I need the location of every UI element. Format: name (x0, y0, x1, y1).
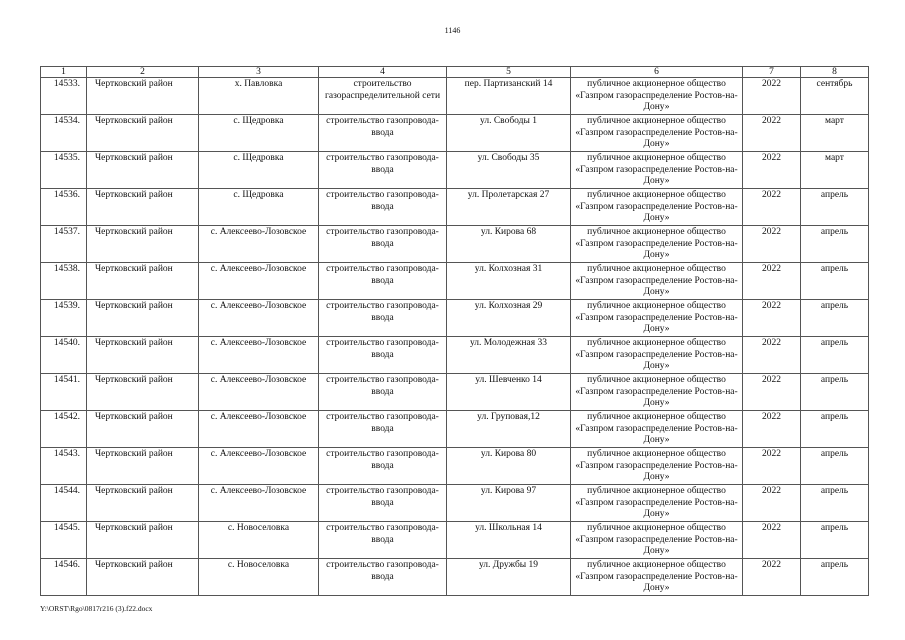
footer-file-path: Y:\ORST\Rgo\0817r216 (3).f22.docx (40, 604, 153, 613)
organization-cell: публичное акционерное общество «Газпром газораспределение Ростов-на-Дону» (571, 189, 743, 226)
address-cell: ул. Пролетарская 27 (447, 189, 571, 226)
month-cell: март (801, 152, 869, 189)
column-header: 2 (87, 67, 199, 78)
organization-cell: публичное акционерное общество «Газпром газораспределение Ростов-на-Дону» (571, 152, 743, 189)
work-type-cell: строительство газопровода-ввода (319, 115, 447, 152)
row-number: 14538. (41, 263, 87, 300)
work-type-cell: строительство газопровода-ввода (319, 559, 447, 596)
year-cell: 2022 (743, 152, 801, 189)
settlement-cell: с. Алексеево-Лозовское (199, 448, 319, 485)
district-cell: Чертковский район (87, 226, 199, 263)
work-type-cell: строительство газопровода-ввода (319, 152, 447, 189)
district-cell: Чертковский район (87, 152, 199, 189)
table-row (41, 559, 869, 596)
row-number: 14543. (41, 448, 87, 485)
organization-cell: публичное акционерное общество «Газпром газораспределение Ростов-на-Дону» (571, 411, 743, 448)
organization-cell: публичное акционерное общество «Газпром газораспределение Ростов-на-Дону» (571, 300, 743, 337)
organization-cell: публичное акционерное общество «Газпром газораспределение Ростов-на-Дону» (571, 78, 743, 115)
address-cell: ул. Кирова 97 (447, 485, 571, 522)
year-cell: 2022 (743, 559, 801, 596)
settlement-cell: с. Алексеево-Лозовское (199, 263, 319, 300)
organization-cell: публичное акционерное общество «Газпром газораспределение Ростов-на-Дону» (571, 485, 743, 522)
address-cell: ул. Дружбы 19 (447, 559, 571, 596)
settlement-cell: с. Алексеево-Лозовское (199, 300, 319, 337)
settlement-cell: с. Новоселовка (199, 559, 319, 596)
month-cell: апрель (801, 300, 869, 337)
settlement-cell: с. Алексеево-Лозовское (199, 226, 319, 263)
table-row (41, 78, 869, 115)
table-row (41, 337, 869, 374)
table-row (41, 485, 869, 522)
table-row (41, 189, 869, 226)
district-cell: Чертковский район (87, 115, 199, 152)
month-cell: апрель (801, 448, 869, 485)
district-cell: Чертковский район (87, 411, 199, 448)
row-number: 14536. (41, 189, 87, 226)
column-header: 5 (447, 67, 571, 78)
year-cell: 2022 (743, 485, 801, 522)
row-number: 14539. (41, 300, 87, 337)
year-cell: 2022 (743, 522, 801, 559)
row-number: 14541. (41, 374, 87, 411)
table-row (41, 263, 869, 300)
organization-cell: публичное акционерное общество «Газпром газораспределение Ростов-на-Дону» (571, 559, 743, 596)
district-cell: Чертковский район (87, 559, 199, 596)
district-cell: Чертковский район (87, 78, 199, 115)
address-cell: пер. Партизанский 14 (447, 78, 571, 115)
month-cell: апрель (801, 485, 869, 522)
column-header: 3 (199, 67, 319, 78)
month-cell: апрель (801, 411, 869, 448)
year-cell: 2022 (743, 374, 801, 411)
table-row (41, 374, 869, 411)
month-cell: апрель (801, 226, 869, 263)
settlement-cell: с. Щедровка (199, 152, 319, 189)
month-cell: сентябрь (801, 78, 869, 115)
work-type-cell: строительство газопровода-ввода (319, 522, 447, 559)
district-cell: Чертковский район (87, 300, 199, 337)
district-cell: Чертковский район (87, 522, 199, 559)
organization-cell: публичное акционерное общество «Газпром газораспределение Ростов-на-Дону» (571, 115, 743, 152)
table-row (41, 115, 869, 152)
district-cell: Чертковский район (87, 263, 199, 300)
table-body (41, 78, 869, 596)
work-type-cell: строительство газопровода-ввода (319, 448, 447, 485)
year-cell: 2022 (743, 300, 801, 337)
work-type-cell: строительство газопровода-ввода (319, 337, 447, 374)
month-cell: апрель (801, 337, 869, 374)
work-type-cell: строительство газопровода-ввода (319, 300, 447, 337)
address-cell: ул. Кирова 68 (447, 226, 571, 263)
work-type-cell: строительство газопровода-ввода (319, 226, 447, 263)
row-number: 14546. (41, 559, 87, 596)
header-row (41, 67, 869, 78)
settlement-cell: с. Алексеево-Лозовское (199, 411, 319, 448)
address-cell: ул. Школьная 14 (447, 522, 571, 559)
row-number: 14545. (41, 522, 87, 559)
organization-cell: публичное акционерное общество «Газпром газораспределение Ростов-на-Дону» (571, 522, 743, 559)
row-number: 14542. (41, 411, 87, 448)
settlement-cell: с. Щедровка (199, 189, 319, 226)
column-header: 1 (41, 67, 87, 78)
settlement-cell: с. Алексеево-Лозовское (199, 337, 319, 374)
work-type-cell: строительство газопровода-ввода (319, 411, 447, 448)
work-type-cell: строительство газопровода-ввода (319, 189, 447, 226)
work-type-cell: строительство газопровода-ввода (319, 263, 447, 300)
month-cell: апрель (801, 559, 869, 596)
row-number: 14533. (41, 78, 87, 115)
district-cell: Чертковский район (87, 374, 199, 411)
column-header: 6 (571, 67, 743, 78)
organization-cell: публичное акционерное общество «Газпром газораспределение Ростов-на-Дону» (571, 226, 743, 263)
row-number: 14534. (41, 115, 87, 152)
address-cell: ул. Шевченко 14 (447, 374, 571, 411)
table-row (41, 411, 869, 448)
address-cell: ул. Свободы 35 (447, 152, 571, 189)
column-header: 7 (743, 67, 801, 78)
settlement-cell: х. Павловка (199, 78, 319, 115)
address-cell: ул. Колхозная 29 (447, 300, 571, 337)
work-type-cell: строительство газопровода-ввода (319, 485, 447, 522)
row-number: 14540. (41, 337, 87, 374)
row-number: 14544. (41, 485, 87, 522)
year-cell: 2022 (743, 226, 801, 263)
settlement-cell: с. Алексеево-Лозовское (199, 374, 319, 411)
registry-table (40, 66, 869, 596)
address-cell: ул. Груповая,12 (447, 411, 571, 448)
column-header: 8 (801, 67, 869, 78)
year-cell: 2022 (743, 448, 801, 485)
district-cell: Чертковский район (87, 189, 199, 226)
table-row (41, 448, 869, 485)
district-cell: Чертковский район (87, 337, 199, 374)
page-number: 1146 (444, 26, 461, 35)
column-header: 4 (319, 67, 447, 78)
table-row (41, 226, 869, 263)
year-cell: 2022 (743, 189, 801, 226)
table-row (41, 522, 869, 559)
table-row (41, 300, 869, 337)
year-cell: 2022 (743, 78, 801, 115)
row-number: 14535. (41, 152, 87, 189)
organization-cell: публичное акционерное общество «Газпром газораспределение Ростов-на-Дону» (571, 374, 743, 411)
district-cell: Чертковский район (87, 448, 199, 485)
month-cell: апрель (801, 263, 869, 300)
district-cell: Чертковский район (87, 485, 199, 522)
address-cell: ул. Колхозная 31 (447, 263, 571, 300)
work-type-cell: строительство газораспределительной сети (319, 78, 447, 115)
month-cell: март (801, 115, 869, 152)
address-cell: ул. Кирова 80 (447, 448, 571, 485)
month-cell: апрель (801, 374, 869, 411)
organization-cell: публичное акционерное общество «Газпром газораспределение Ростов-на-Дону» (571, 448, 743, 485)
row-number: 14537. (41, 226, 87, 263)
year-cell: 2022 (743, 263, 801, 300)
settlement-cell: с. Щедровка (199, 115, 319, 152)
month-cell: апрель (801, 189, 869, 226)
organization-cell: публичное акционерное общество «Газпром газораспределение Ростов-на-Дону» (571, 337, 743, 374)
address-cell: ул. Свободы 1 (447, 115, 571, 152)
address-cell: ул. Молодежная 33 (447, 337, 571, 374)
settlement-cell: с. Новоселовка (199, 522, 319, 559)
year-cell: 2022 (743, 411, 801, 448)
organization-cell: публичное акционерное общество «Газпром газораспределение Ростов-на-Дону» (571, 263, 743, 300)
settlement-cell: с. Алексеево-Лозовское (199, 485, 319, 522)
month-cell: апрель (801, 522, 869, 559)
table-row (41, 152, 869, 189)
year-cell: 2022 (743, 115, 801, 152)
year-cell: 2022 (743, 337, 801, 374)
work-type-cell: строительство газопровода-ввода (319, 374, 447, 411)
